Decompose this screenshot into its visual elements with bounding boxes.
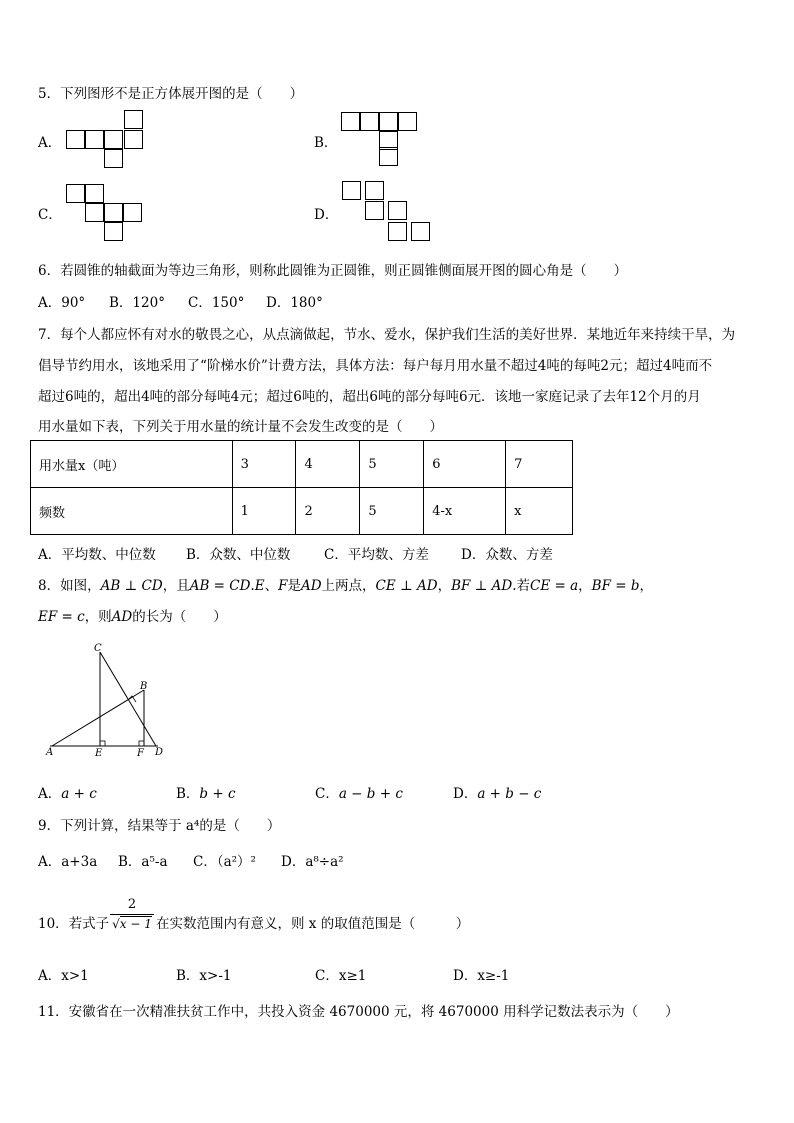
table-header-row	[31, 441, 573, 488]
option-label: C．	[315, 786, 339, 802]
q6-option-a: A．90°	[38, 295, 86, 311]
point-label-d: D	[155, 747, 164, 758]
table-cell: x	[506, 488, 573, 535]
q8-math: CE = a	[530, 578, 579, 594]
segment-ab	[52, 690, 144, 746]
q8-stem-line-2	[38, 605, 227, 625]
q6-option-c: C．150°	[188, 295, 245, 311]
q8-text: ，	[437, 578, 452, 594]
q8-option-d	[453, 782, 541, 802]
point-label-b: B	[140, 681, 148, 692]
table-cell: 用水量x（吨）	[31, 441, 233, 488]
q10-fraction	[110, 897, 154, 933]
q5-option-b-label: B．	[314, 135, 338, 151]
q8-math: BF = b	[591, 578, 640, 594]
q8-text: ，且	[162, 578, 190, 594]
q10-stem-prefix: 10．若式子	[38, 916, 110, 932]
table-cell: 5	[360, 488, 424, 535]
q8-text: 、	[264, 578, 279, 594]
q9-option-a: A．a+3a	[38, 854, 98, 870]
q8-text: 8．如图，	[38, 578, 101, 594]
q8-text: .若	[512, 578, 531, 594]
q5-option-c-label: C．	[38, 207, 62, 223]
table-cell: 7	[506, 441, 573, 488]
q5-option-a-label: A．	[38, 135, 62, 151]
q8-text: ，	[639, 578, 653, 594]
q7-water-usage-table	[30, 440, 573, 535]
q9-option-c: C．（a²）²	[193, 854, 256, 870]
q8-stem-line-1	[38, 574, 653, 594]
right-angle-f	[139, 741, 144, 746]
q10-option-b: B．x>-1	[176, 968, 232, 984]
q10-option-d: D．x≥-1	[453, 968, 510, 984]
q7-stem-line-4: 用水量如下表，下列关于用水量的统计量不会发生改变的是（ ）	[38, 419, 443, 435]
q8-math: AD	[300, 578, 322, 594]
q10-stem-suffix: 在实数范围内有意义，则 x 的取值范围是（ ）	[156, 916, 470, 932]
radicand: x − 1	[119, 917, 152, 931]
table-row	[31, 488, 573, 535]
q8-geometry-figure	[40, 640, 170, 765]
fraction-numerator: 2	[110, 897, 154, 915]
q10-option-a: A．x>1	[38, 968, 89, 984]
q8-option-a	[38, 782, 97, 802]
right-angle-e	[100, 741, 105, 746]
q8-option-c	[315, 782, 403, 802]
option-label: D．	[453, 786, 478, 802]
fraction-denominator	[110, 915, 154, 933]
table-cell: 2	[296, 488, 360, 535]
table-cell: 6	[424, 441, 506, 488]
q8-text: ，则	[84, 609, 112, 625]
table-cell: 3	[232, 441, 296, 488]
sqrt-icon: √	[112, 917, 120, 931]
q6-option-b: B．120°	[109, 295, 165, 311]
segment-cd	[100, 652, 156, 746]
q8-math: EF = c	[38, 609, 85, 625]
table-cell: 4	[296, 441, 360, 488]
q7-stem-line-3: 超过6吨的，超出4吨的部分每吨4元；超过6吨的，超出6吨的部分每吨6元．该地一家庭记录了去年12个月的月	[38, 389, 701, 405]
q9-option-b: B．a⁵-a	[118, 854, 168, 870]
q7-option-d: D．众数、方差	[461, 547, 553, 563]
q8-math: BF ⊥ AD	[451, 578, 513, 594]
table-cell: 1	[232, 488, 296, 535]
q7-stem-line-1: 7．每个人都应怀有对水的敬畏之心，从点滴做起，节水、爱水，保护我们生活的美好世界．某地近年来持续干旱，为	[38, 327, 736, 343]
q5-option-d-label: D．	[314, 207, 339, 223]
q9-stem: 9．下列计算，结果等于 a⁴的是（ ）	[38, 818, 281, 834]
q7-option-a: A．平均数、中位数	[38, 547, 156, 563]
option-label: A．	[38, 786, 62, 802]
q8-option-b	[176, 782, 236, 802]
q7-option-c: C．平均数、方差	[324, 547, 429, 563]
q8-math: E	[254, 578, 265, 594]
q8-text: ，	[578, 578, 592, 594]
table-cell: 4-x	[424, 488, 506, 535]
q9-option-d: D．a⁸÷a²	[281, 854, 344, 870]
option-label: B．	[176, 786, 200, 802]
q7-option-b: B．众数、中位数	[186, 547, 291, 563]
point-label-a: A	[46, 747, 54, 758]
q11-stem: 11．安徽省在一次精准扶贫工作中，共投入资金 4670000 元，将 4670000 用科学记数法表示为（ ）	[38, 1004, 679, 1020]
q8-text: 上两点，	[321, 578, 376, 594]
point-label-e: E	[95, 748, 103, 759]
q10-option-c: C．x≥1	[315, 968, 367, 984]
point-label-c: C	[94, 643, 102, 654]
q8-text: .	[250, 578, 255, 594]
table-cell: 频数	[31, 488, 233, 535]
q7-stem-line-2: 倡导节约用水，该地采用了“阶梯水价”计费方法，具体方法：每户每月用水量不超过4吨的每吨2元；超过4吨而不	[38, 358, 713, 374]
q8-text: 的长为（ ）	[132, 609, 227, 625]
q6-stem: 6．若圆锥的轴截面为等边三角形，则称此圆锥为正圆锥，则正圆锥侧面展开图的圆心角是（ ）	[38, 263, 628, 279]
table-cell: 5	[360, 441, 424, 488]
q6-option-d: D．180°	[266, 295, 323, 311]
option-expr: b + c	[199, 786, 236, 802]
q5-stem: 5．下列图形不是正方体展开图的是（ ）	[38, 86, 304, 102]
q8-math: AB = CD	[189, 578, 251, 594]
q8-text: 是	[287, 578, 301, 594]
option-expr: a − b + c	[338, 786, 403, 802]
option-expr: a + c	[61, 786, 97, 802]
option-expr: a + b − c	[477, 786, 542, 802]
q8-math: F	[278, 578, 288, 594]
point-label-f: F	[137, 748, 144, 759]
q8-math: AB ⊥ CD	[100, 578, 163, 594]
q8-math: CE ⊥ AD	[375, 578, 438, 594]
q8-math: AD	[111, 609, 133, 625]
